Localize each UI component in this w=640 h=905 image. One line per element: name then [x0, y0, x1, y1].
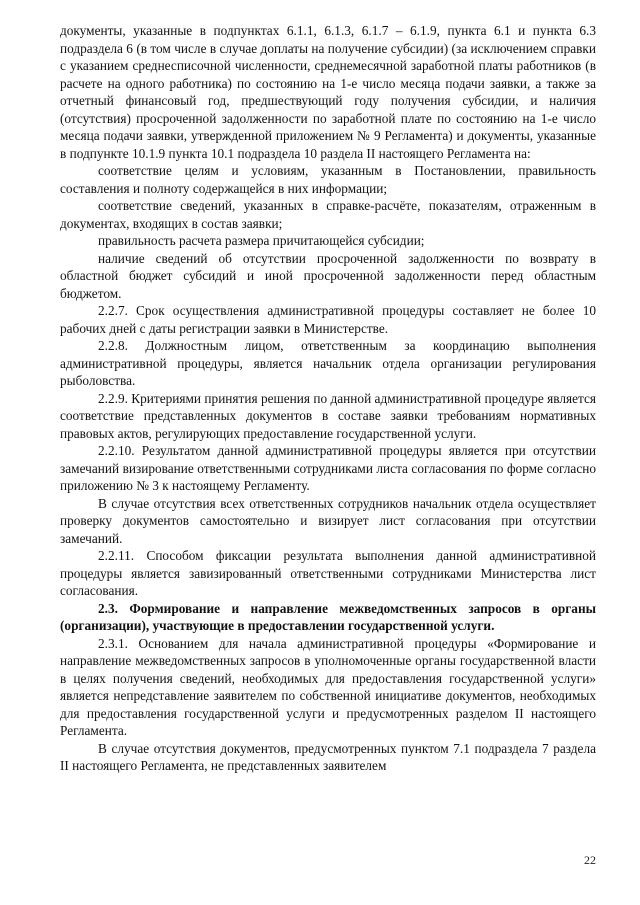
paragraph-2-3-1: 2.3.1. Основанием для начала административной процедуры «Формирование и направление межведомственных запросов в уполномоченные органы государственной власти в целях получения сведений, необходимых для предоставления государственной услуги» является непредставление заявителем по собственной инициативе документов, необходимых для предоставления государственной услуги и предусмотренных разделом II настоящего Регламента.	[60, 635, 596, 738]
paragraph-2-2-10: 2.2.10. Результатом данной административной процедуры является при отсутствии замечаний визирование ответственными сотрудниками листа согласования по форме согласно приложению № 3 к настоящему Регламенту.	[60, 443, 596, 493]
paragraph-criterion-compliance: соответствие целям и условиям, указанным в Постановлении, правильность составления и полноту содержащейся в них информации;	[60, 163, 596, 196]
paragraph-2-2-9: 2.2.9. Критериями принятия решения по данной административной процедуре является соответствие представленных документов в составе заявки требованиям нормативных правовых актов, регулирующих предоставление государственной услуги.	[60, 390, 596, 441]
section-heading-2-3: 2.3. Формирование и направление межведомственных запросов в органы (организации), участвующие в предоставлении государственной услуги.	[60, 600, 596, 633]
paragraph-criterion-no-debt: наличие сведений об отсутствии просроченной задолженности по возврату в областной бюджет субсидий и иной просроченной задолженности перед областным бюджетом.	[60, 250, 596, 301]
paragraph-missing-documents: В случае отсутствия документов, предусмотренных пунктом 7.1 подраздела 7 раздела II настоящего Регламента, не представленных заявителем	[60, 740, 596, 773]
paragraph-2-2-11: 2.2.11. Способом фиксации результата выполнения данной административной процедуры является завизированный ответственными сотрудниками Министерства лист согласования.	[60, 548, 596, 598]
paragraph-documents-list: документы, указанные в подпунктах 6.1.1, 6.1.3, 6.1.7 – 6.1.9, пункта 6.1 и пункта 6.3 подраздела 6 (в том числе в случае доплаты на получение субсидии) (за исключением справки с указанием среднесписочной численности, среднемесячной заработной платы работников (в расчете на одного работника) по состоянию на 1-е число месяца подачи заявки, а также за отчетный финансовый год, предшествующий году получения субсидии, и наличия (отсутствия) просроченной задолженности по заработной плате по состоянию на 1-е число месяца подачи заявки, утвержденной приложением № 9 Регламента) и документы, указанные в подпункте 10.1.9 пункта 10.1 подраздела 10 раздела II настоящего Регламента на:	[60, 23, 596, 161]
paragraph-criterion-calculation: правильность расчета размера причитающейся субсидии;	[98, 233, 425, 248]
page-number: 22	[584, 853, 596, 867]
paragraph-criterion-data-match: соответствие сведений, указанных в справке-расчёте, показателям, отраженным в документах, входящих в состав заявки;	[60, 198, 596, 231]
paragraph-absence-of-staff: В случае отсутствия всех ответственных сотрудников начальник отдела осуществляет проверку документов самостоятельно и визирует лист согласования при отсутствии замечаний.	[60, 495, 596, 546]
paragraph-2-2-7: 2.2.7. Срок осуществления административной процедуры составляет не более 10 рабочих дней с даты регистрации заявки в Министерстве.	[60, 303, 596, 336]
paragraph-2-2-8: 2.2.8. Должностным лицом, ответственным за координацию выполнения административной процедуры, является начальник отдела организации регулирования рыболовства.	[60, 338, 596, 388]
document-body	[60, 22, 596, 775]
